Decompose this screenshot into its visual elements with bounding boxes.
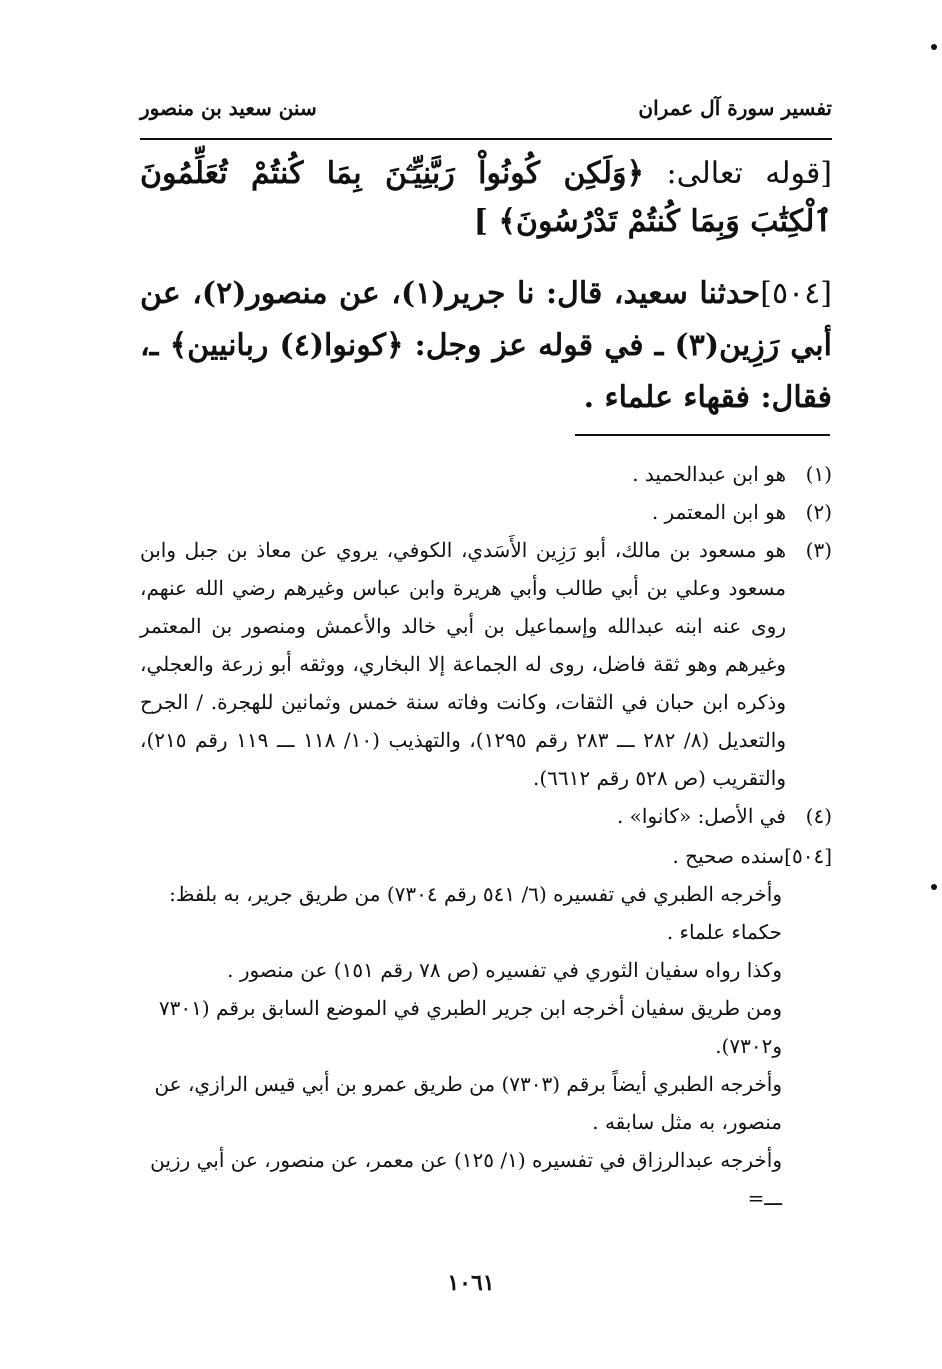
takhrij-grade: [٥٠٤]سنده صحيح . [672, 844, 832, 868]
takhrij-line: وكذا رواه سفيان الثوري في تفسيره (ص ٧٨ رقم ١٥١) عن منصور . [227, 958, 782, 982]
margin-dot [931, 884, 937, 890]
footnote-number: (١) [805, 462, 832, 486]
footnote-2 [140, 493, 832, 531]
verse-lead: [قوله تعالى: [644, 156, 833, 191]
header-surah-title: تفسير سورة آل عمران [638, 96, 832, 120]
footnote-text: هو ابن المعتمر . [651, 500, 786, 524]
takhrij-line: وأخرجه عبدالرزاق في تفسيره (١/ ١٢٥) عن معمر، عن منصور، عن أبي رزين ـــ= [150, 1148, 782, 1210]
takhrij-notes [140, 837, 832, 1217]
running-header [140, 92, 832, 124]
hadith-text [140, 268, 832, 424]
header-book-title: سنن سعيد بن منصور [140, 96, 317, 120]
footnote-text: هو ابن عبدالحميد . [632, 462, 786, 486]
footnote-text: في الأصل: «كانوا» . [616, 804, 786, 828]
hadith-number: [٥٠٤] [760, 276, 832, 311]
footnote-4 [140, 797, 832, 835]
footnote-number: (٢) [805, 500, 832, 524]
page-number: ١٠٦١ [447, 1270, 495, 1296]
verse-heading [140, 150, 832, 246]
footnote-3 [140, 531, 832, 797]
hadith-chain: حدثنا سعيد، قال: نا جرير(١)، عن منصور(٢)، عن أبي رَزِين(٣) ـ في قوله عز وجل: [140, 276, 832, 363]
takhrij-line: ومن طريق سفيان أخرجه ابن جرير الطبري في الموضع السابق برقم (٧٣٠١ و٧٣٠٢). [158, 996, 782, 1058]
footnotes [140, 455, 832, 1217]
takhrij-line: وأخرجه الطبري في تفسيره (٦/ ٥٤١ رقم ٧٣٠٤) من طريق جرير، به بلفظ: حكماء علماء . [169, 882, 782, 944]
quran-verse: ﴿وَلَكِن كُونُواْ رَبَّنِيِّـۧنَ بِمَا كُنتُمْ تُعَلِّمُونَ ٱلْكِتَٰبَ وَبِمَا كُنتُمْ تَدْرُسُونَ﴾ ] [140, 156, 832, 239]
footnote-1 [140, 455, 832, 493]
hadith-quote: ﴿كونوا(٤) ربانيين﴾ [169, 328, 404, 363]
footnote-text: هو مسعود بن مالك، أبو رَزِين الأَسَدي، الكوفي، يروي عن معاذ بن جبل وابن مسعود وعلي بن أبي طالب وأبي هريرة وابن عباس وغيرهم رضي الله عنهم، روى عنه ابنه عبدالله وإسماعيل بن أبي خالد والأعمش ومنصور بن المعتمر وغيرهم وهو ثقة فاضل، روى له الجماعة إلا البخاري، ووثقه أبو زرعة والعجلي، وذكره ابن حبان في الثقات، وكانت وفاته سنة خمس وثمانين للهجرة. / الجرح والتعديل (٨/ ٢٨٢ ـــ ٢٨٣ رقم ١٢٩٥)، والتهذيب (١٠/ ١١٨ ـــ ١١٩ رقم ٢١٥)، والتقريب (ص ٥٢٨ رقم ٦٦١٢). [140, 538, 787, 790]
header-rule [140, 138, 832, 140]
hadith-matn: ـ، فقال: فقهاء علماء . [140, 328, 832, 415]
takhrij-line: وأخرجه الطبري أيضاً برقم (٧٣٠٣) من طريق عمرو بن أبي قيس الرازي، عن منصور، به مثل سابقه . [154, 1072, 782, 1134]
margin-dot [931, 44, 937, 50]
footnote-number: (٣) [805, 538, 832, 562]
footnote-number: (٤) [805, 804, 832, 828]
footnote-separator [575, 434, 830, 436]
